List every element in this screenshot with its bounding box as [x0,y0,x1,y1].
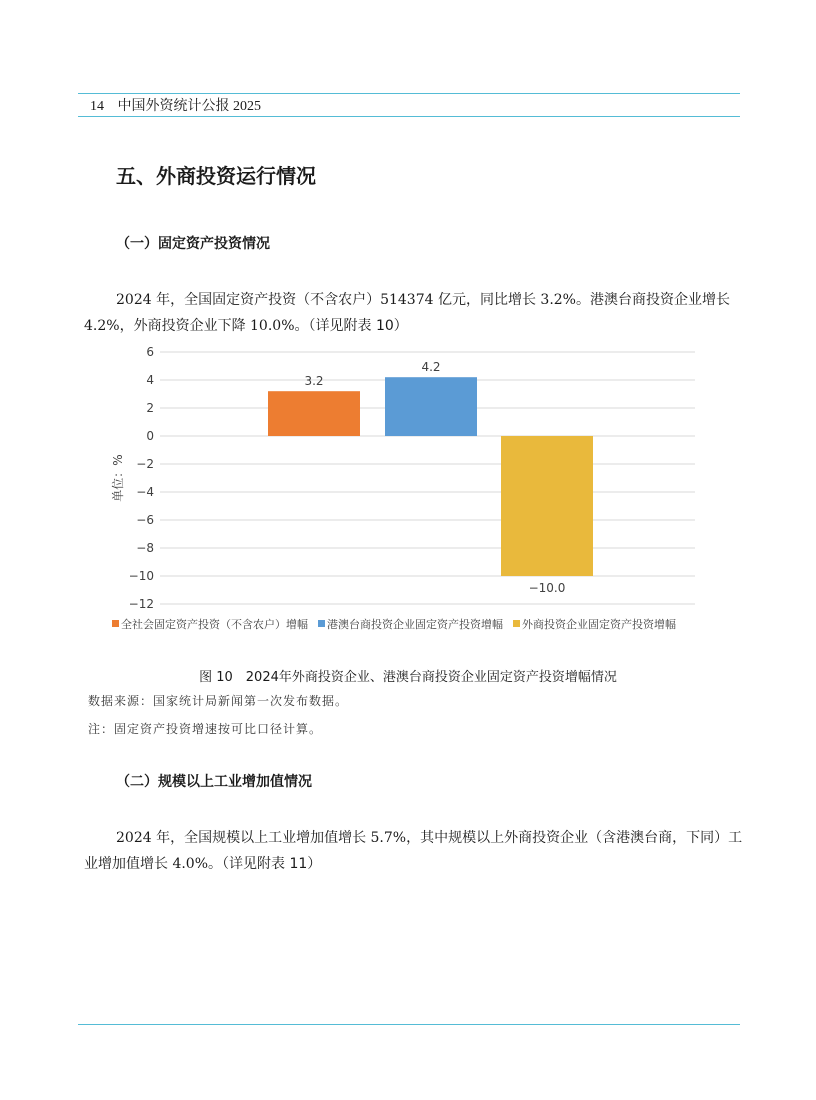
y-tick-label: 4 [146,373,154,387]
legend-label-1: 全社会固定资产投资（不含农户）增幅 [121,618,308,631]
page-number: 14 [90,99,104,114]
paragraph-2-close: ） [307,856,322,872]
y-tick-label: −10 [128,569,154,583]
paragraph-2-text: 2024 年，全国规模以上工业增加值增长 5.7%，其中规模以上外商投资企业（含港澳台商，下同）工业增加值增长 4.0%。（详见 [84,830,743,872]
subsection-title-2: （二）规模以上工业增加值情况 [116,774,312,790]
fixed-asset-investment-chart [100,340,740,640]
paragraph-2 [84,825,744,877]
y-tick-label: −2 [136,457,154,471]
legend-label-2: 港澳台商投资企业固定资产投资增幅 [327,618,503,631]
footnote: 注：固定资产投资增速按可比口径计算。 [88,722,323,736]
header-rule-top [78,93,740,94]
legend-swatch-3 [513,620,520,627]
section-title: 五、外商投资运行情况 [116,164,316,188]
y-tick-label: −12 [128,597,154,611]
bar-3 [501,436,593,576]
data-label-2: 4.2 [421,360,441,375]
running-header [90,95,261,115]
footer-rule [78,1024,740,1025]
data-source-note: 数据来源：国家统计局新闻第一次发布数据。 [88,694,349,708]
y-tick-label: −4 [136,485,154,499]
y-tick-label: −6 [136,513,154,527]
data-label-1: 3.2 [304,374,324,389]
y-tick-label: 0 [146,429,154,443]
y-tick-label: 6 [146,345,154,359]
bar-2 [385,377,477,436]
paragraph-1-close: ） [393,318,408,334]
appendix-ref-11[interactable]: 附表 11 [257,856,308,872]
legend-label-3: 外商投资企业固定资产投资增幅 [522,618,676,631]
data-label-3: −10.0 [528,581,566,595]
subsection-title-1: （一）固定资产投资情况 [116,236,270,252]
figure-caption: 图 10 2024年外商投资企业、港澳台商投资企业固定资产投资增幅情况 [199,670,617,685]
publication-title: 中国外资统计公报 2025 [117,99,261,114]
legend-swatch-2 [318,620,325,627]
paragraph-1-text: 2024 年，全国固定资产投资（不含农户）514374 亿元，同比增长 3.2%。港澳台商投资企业增长 4.2%，外商投资企业下降 10.0%。（详见 [84,292,730,334]
y-tick-label: −8 [136,541,154,555]
legend-swatch-1 [112,620,119,627]
y-tick-label: 2 [146,401,154,415]
header-rule-bottom [78,116,740,117]
bar-1 [268,391,360,436]
paragraph-1 [84,287,744,339]
appendix-ref-10[interactable]: 附表 10 [343,318,394,334]
y-axis-label: 单位：% [111,454,125,502]
